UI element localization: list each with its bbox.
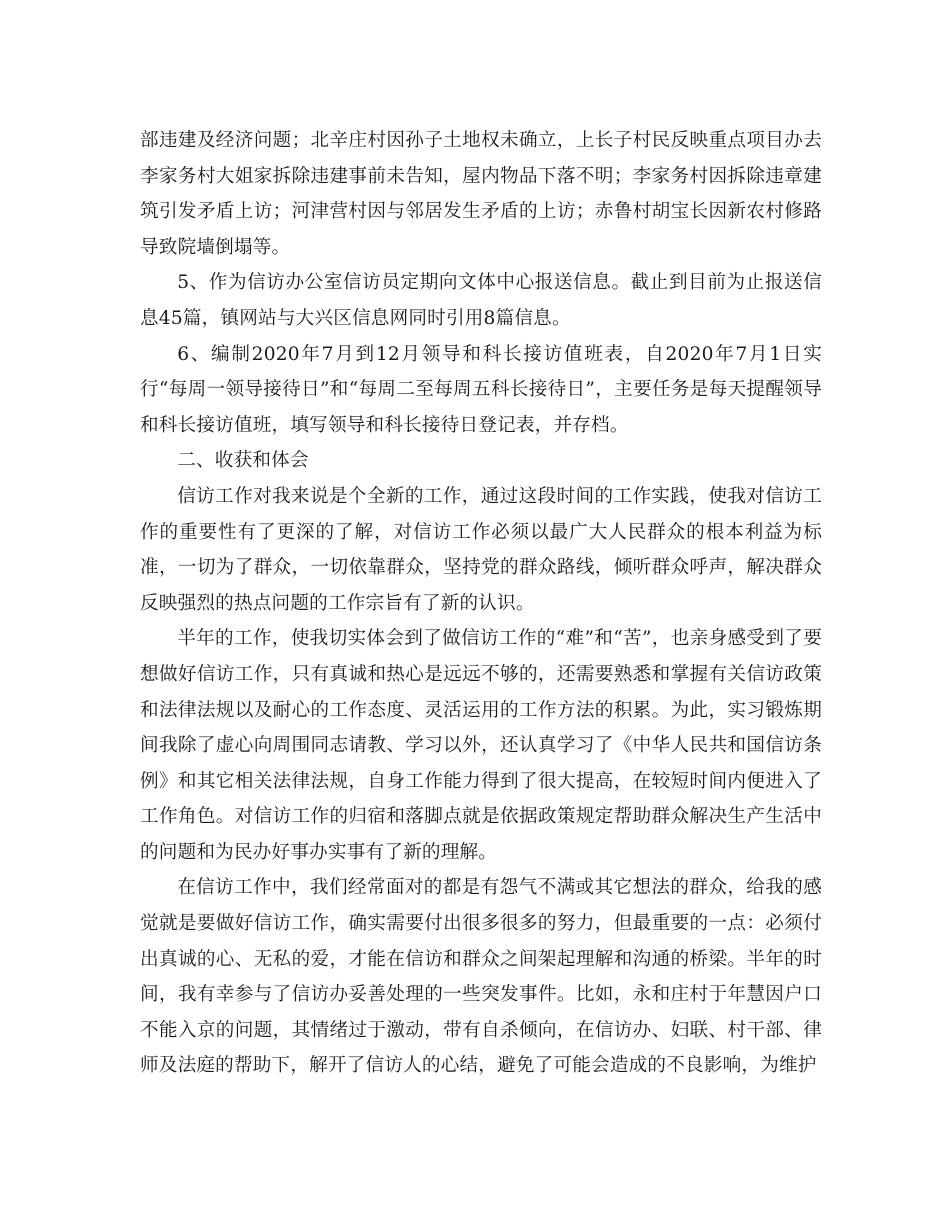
paragraph-gains-3: 在信访工作中，我们经常面对的都是有怨气不满或其它想法的群众，给我的感觉就是要做好信访工作，确实需要付出很多很多的努力，但最重要的一点：必须付出真诚的心、无私的爱，才能在信访和群众之间架起理解和沟通的桥梁。半年的时间，我有幸参与了信访办妥善处理的一些突发事件。比如，永和庄村于年慧因户口不能入京的问题，其情绪过于激动，带有自杀倾向，在信访办、妇联、村干部、律师及法庭的帮助下，解开了信访人的心结，避免了可能会造成的不良影响，为维护 xyxy=(140,877,822,1077)
paragraph-continuation: 部违建及经济问题；北辛庄村因孙子土地权未确立，上长子村民反映重点项目办去李家务村大姐家拆除违建事前未告知，屋内物品下落不明；李家务村因拆除违章建筑引发矛盾上访；河津营村因与邻居发生矛盾的上访；赤鲁村胡宝长因新农村修路导致院墙倒塌等。 xyxy=(140,130,822,258)
section-heading: 二、收获和体会 xyxy=(177,450,309,472)
paragraph-item-5: 5、作为信访办公室信访员定期向文体中心报送信息。截止到目前为止报送信息45篇，镇网站与大兴区信息网同时引用8篇信息。 xyxy=(140,272,822,329)
paragraph-gains-1: 信访工作对我来说是个全新的工作，通过这段时间的工作实践，使我对信访工作的重要性有了更深的了解，对信访工作必须以最广大人民群众的根本利益为标准，一切为了群众，一切依靠群众，坚持党的群众路线，倾听群众呼声，解决群众反映强烈的热点问题的工作宗旨有了新的认识。 xyxy=(140,485,822,614)
paragraph-item-6: 6、编制2020年7月到12月领导和科长接访值班表，自2020年7月1日实行“每周一领导接待日”和“每周二至每周五科长接待日”，主要任务是每天提醒领导和科长接访值班，填写领导和科长接待日登记表，并存档。 xyxy=(140,343,822,436)
document-body xyxy=(140,123,822,1084)
paragraph-gains-2: 半年的工作，使我切实体会到了做信访工作的“难”和“苦”，也亲身感受到了要想做好信访工作，只有真诚和热心是远远不够的，还需要熟悉和掌握有关信访政策和法律法规以及耐心的工作态度、灵活运用的工作方法的积累。为此，实习锻炼期间我除了虚心向周围同志请教、学习以外，还认真学习了《中华人民共和国信访条例》和其它相关法律法规，自身工作能力得到了很大提高，在较短时间内便进入了工作角色。对信访工作的归宿和落脚点就是依据政策规定帮助群众解决生产生活中的问题和为民办好事办实事有了新的理解。 xyxy=(140,628,822,863)
